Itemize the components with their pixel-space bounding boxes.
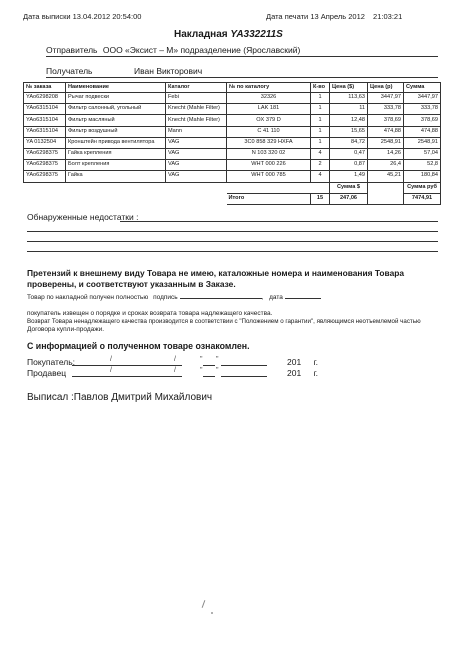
cell-price-usd: 84,72 [330, 137, 368, 148]
cell-price-usd: 11 [330, 104, 368, 115]
cell-catalog: VAG [166, 171, 227, 182]
cell-catalog-no: OX 379 D [227, 115, 311, 126]
cell-name: Гайка крепления [66, 148, 166, 159]
date-blank [285, 298, 321, 299]
cell-sum: 180,84 [404, 171, 441, 182]
cell-qty: 4 [311, 148, 330, 159]
table-row [24, 137, 441, 148]
cell-name: Фильтр салонный, угольный [66, 104, 166, 115]
cell-qty: 4 [311, 171, 330, 182]
recipient-label: Получатель [46, 66, 93, 76]
cell-catalog-no: WHT 000 226 [227, 160, 311, 171]
seller-year-unit: г. [313, 368, 318, 378]
defects-line-1 [120, 221, 438, 222]
seller-signature-line [72, 376, 182, 377]
cell-sum: 52,8 [404, 160, 441, 171]
cell-qty: 1 [311, 104, 330, 115]
table-row [24, 160, 441, 171]
buyer-year-prefix: 201 [287, 357, 302, 367]
sender-label: Отправитель [46, 45, 98, 55]
cell-price-rub: 3447,97 [368, 93, 404, 104]
cell-order: YAо6315104 [24, 115, 66, 126]
recipient-value: Иван Викторович [134, 66, 203, 76]
issuer-line: Выписал :Павлов Дмитрий Михайлович [27, 392, 213, 403]
cell-price-usd: 12,48 [330, 115, 368, 126]
col-catalog: Каталог [166, 83, 227, 93]
date-label: дата [269, 294, 283, 301]
cell-sum: 3447,97 [404, 93, 441, 104]
total-row [24, 193, 441, 204]
seller-year-prefix: 201 [287, 368, 302, 378]
buyer-day-blank [203, 365, 215, 366]
col-qty: К-во [311, 83, 330, 93]
cell-price-rub: 14,26 [368, 148, 404, 159]
print-date-value: 13 Апрель 2012 [310, 12, 365, 21]
cell-order: YAо6298375 [24, 171, 66, 182]
cell-order: YAо6298375 [24, 160, 66, 171]
print-date-label: Дата печати [266, 12, 309, 21]
cell-name: Фильтр воздушный [66, 126, 166, 137]
table-header-row [24, 83, 441, 93]
cell-order: YAо6315104 [24, 104, 66, 115]
cell-qty: 1 [311, 137, 330, 148]
claim-line-1: Претензий к внешнему виду Товара не имею, каталожные номера и наименования Товара [27, 268, 405, 278]
received-text: Товар по накладной получен полностью [27, 294, 149, 301]
table-row [24, 126, 441, 137]
print-date [266, 12, 402, 21]
issue-date: Дата выписки 13.04.2012 20:54:00 [23, 12, 142, 21]
table-row [24, 171, 441, 182]
sum-label-spacer [24, 182, 330, 193]
cell-sum: 378,69 [404, 115, 441, 126]
cell-catalog: VAG [166, 160, 227, 171]
buyer-year [287, 357, 318, 367]
cell-price-rub: 333,78 [368, 104, 404, 115]
cell-name: Гайка [66, 171, 166, 182]
table-row [24, 115, 441, 126]
cell-catalog: Knecht (Mahle Filter) [166, 115, 227, 126]
cell-catalog: Knecht (Mahle Filter) [166, 104, 227, 115]
cell-qty: 1 [311, 115, 330, 126]
cell-order: YAо6298208 [24, 93, 66, 104]
buyer-label: Покупатель: [27, 357, 76, 367]
cell-catalog: Mann [166, 126, 227, 137]
cell-price-usd: 0,47 [330, 148, 368, 159]
print-time: 21:03:21 [373, 12, 403, 21]
cell-price-rub: 378,69 [368, 115, 404, 126]
recipient-underline [46, 77, 438, 78]
received-line: Товар по накладной получен полностью подпись , дата [27, 294, 321, 301]
cell-price-rub: 45,21 [368, 171, 404, 182]
cell-catalog-no: C 41 110 [227, 126, 311, 137]
informed-statement: С информацией о полученном товаре ознакомлен. [27, 341, 250, 351]
total-spacer [24, 193, 227, 204]
cell-price-rub: 2548,91 [368, 137, 404, 148]
cell-order: YAо6298375 [24, 148, 66, 159]
cell-qty: 1 [311, 93, 330, 104]
cell-price-usd: 1,49 [330, 171, 368, 182]
cell-order: YA 0132504 [24, 137, 66, 148]
sender-line [46, 45, 300, 55]
sum-label-gap [368, 182, 404, 193]
col-order-no: № заказа [24, 83, 66, 93]
sum-rub-label: Сумма руб [404, 182, 441, 193]
title-prefix: Накладная [174, 29, 228, 40]
cell-catalog: VAG [166, 148, 227, 159]
cell-order: YAо6315104 [24, 126, 66, 137]
col-catalog-no: № по каталогу [227, 83, 311, 93]
buyer-year-unit: г. [313, 357, 318, 367]
cell-name: Рычаг подвески [66, 93, 166, 104]
invoice-number: YA332211S [230, 29, 283, 40]
cell-catalog-no: N 103 320 02 [227, 148, 311, 159]
cell-price-usd: 0,87 [330, 160, 368, 171]
seller-month-blank [221, 376, 267, 377]
cell-catalog-no: 3C0 858 329 HXFA [227, 137, 311, 148]
cell-price-usd: 113,63 [330, 93, 368, 104]
seller-label: Продавец [27, 368, 67, 378]
cell-catalog: VAG [166, 137, 227, 148]
total-gap [368, 193, 404, 204]
table-row [24, 93, 441, 104]
document-title [174, 29, 283, 40]
sum-usd-label: Сумма $ [330, 182, 368, 193]
sender-value: ООО «Эксист – М» подразделение (Ярославский) [102, 45, 301, 55]
cell-catalog-no: 32326 [227, 93, 311, 104]
cell-name: Фильтр масляный [66, 115, 166, 126]
table-row [24, 104, 441, 115]
table-row [24, 148, 441, 159]
signature-label: подпись [153, 294, 178, 301]
scan-artifact [211, 612, 213, 614]
sender-underline [46, 56, 438, 57]
buyer-signature-line [72, 365, 182, 366]
defects-line-4 [27, 251, 438, 252]
items-table [23, 82, 441, 205]
cell-catalog-no: WHT 000 785 [227, 171, 311, 182]
cell-sum: 333,78 [404, 104, 441, 115]
total-rub: 7474,91 [404, 193, 441, 204]
col-price-rub: Цена (р) [368, 83, 404, 93]
cell-sum: 57,04 [404, 148, 441, 159]
seller-day-blank [203, 376, 215, 377]
total-qty: 15 [311, 193, 330, 204]
cell-price-usd: 15,65 [330, 126, 368, 137]
cell-catalog: Febi [166, 93, 227, 104]
defects-line-2 [27, 231, 438, 232]
col-sum: Сумма [404, 83, 441, 93]
cell-name: Кронштейн привода вентилятора [66, 137, 166, 148]
cell-sum: 2548,91 [404, 137, 441, 148]
notice-line-2: Возврат Товара ненадлежащего качества производится в соответствии с "Положением о гарантии", являющимся неотъемлемой частью [27, 318, 421, 325]
cell-qty: 2 [311, 160, 330, 171]
cell-price-rub: 474,88 [368, 126, 404, 137]
claim-line-2: проверены, и соответствуют указанным в Заказе. [27, 279, 236, 289]
col-name: Наименование [66, 83, 166, 93]
sum-label-row [24, 182, 441, 193]
cell-catalog-no: LAK 181 [227, 104, 311, 115]
cell-qty: 1 [311, 126, 330, 137]
cell-price-rub: 26,4 [368, 160, 404, 171]
notice-line-3: Договора купли-продажи. [27, 326, 105, 333]
defects-line-3 [27, 241, 438, 242]
cell-name: Болт крепления [66, 160, 166, 171]
notice-line-1: покупатель извещен о порядке и сроках возврата товара надлежащего качества. [27, 310, 273, 317]
seller-year [287, 368, 318, 378]
invoice-page: Дата выписки 13.04.2012 20:54:00 Дата печати 13 Апрель 2012 21:03:21 Накладная YA332211S Отправитель ООО «Эксист – М» подразделение (Ярославский) Получатель Иван Викторович № заказа Наименование Каталог № по каталогу К-во Цена ($) Цена (р) Сумма YAо6298208 Рычаг подвески Febi 32326 1 113,63 3447,97 3447,97 YAо6315104 Фильтр салонный, угольный Knecht (Mahle Filter) LAK 181 1 11 333,78 333,78 YAо6315104 Фильтр масляный Knecht (Mahle Filter) OX 379 D 1 12,48 378,69 378,69 YAо6315104 Фильтр воздушный Mann C 41 110 1 15,65 474,88 474,88 YA 0132504 Кронштейн привода вентилятора VAG 3C0 858 329 HXFA 1 84,72 2548,91 2548,91 YAо6298375 Гайка крепления VAG N 103 320 02 4 0,47 14,26 57,04 YAо6298375 Болт крепления VAG WHT 000 226 2 0,87 26,4 52,8 YAо6298375 Гайка VAG WHT 000 785 4 1,49 45,21 180,84 Сумма $ Сумма руб Итого 15 247,06 7474,91 Обнаруженные недостатки : Претензий к внешнему виду Товара не имею, каталожные номера и наименования Товара проверены, и соответствуют указанным в Заказе. Товар по накладной получен полностью подпись , дата покупатель извещен о порядке и сроках возврата товара надлежащего качества. Возврат Товара ненадлежащего качества производится в соответствии с "Положением о гарантии", являющимся неотъемлемой частью Договора купли-продажи. С информацией о полученном товаре ознакомлен. Покупатель: Продавец / / / / " " " " 201 г. 201 г. Выписал :Павлов Дмитрий Михайлович [0, 0, 474, 651]
scan-artifact [202, 600, 206, 608]
col-price-usd: Цена ($) [330, 83, 368, 93]
cell-sum: 474,88 [404, 126, 441, 137]
total-label: Итого [227, 193, 311, 204]
buyer-month-blank [221, 365, 267, 366]
total-usd: 247,06 [330, 193, 368, 204]
signature-blank [180, 298, 262, 299]
defects-label: Обнаруженные недостатки : [27, 212, 139, 222]
